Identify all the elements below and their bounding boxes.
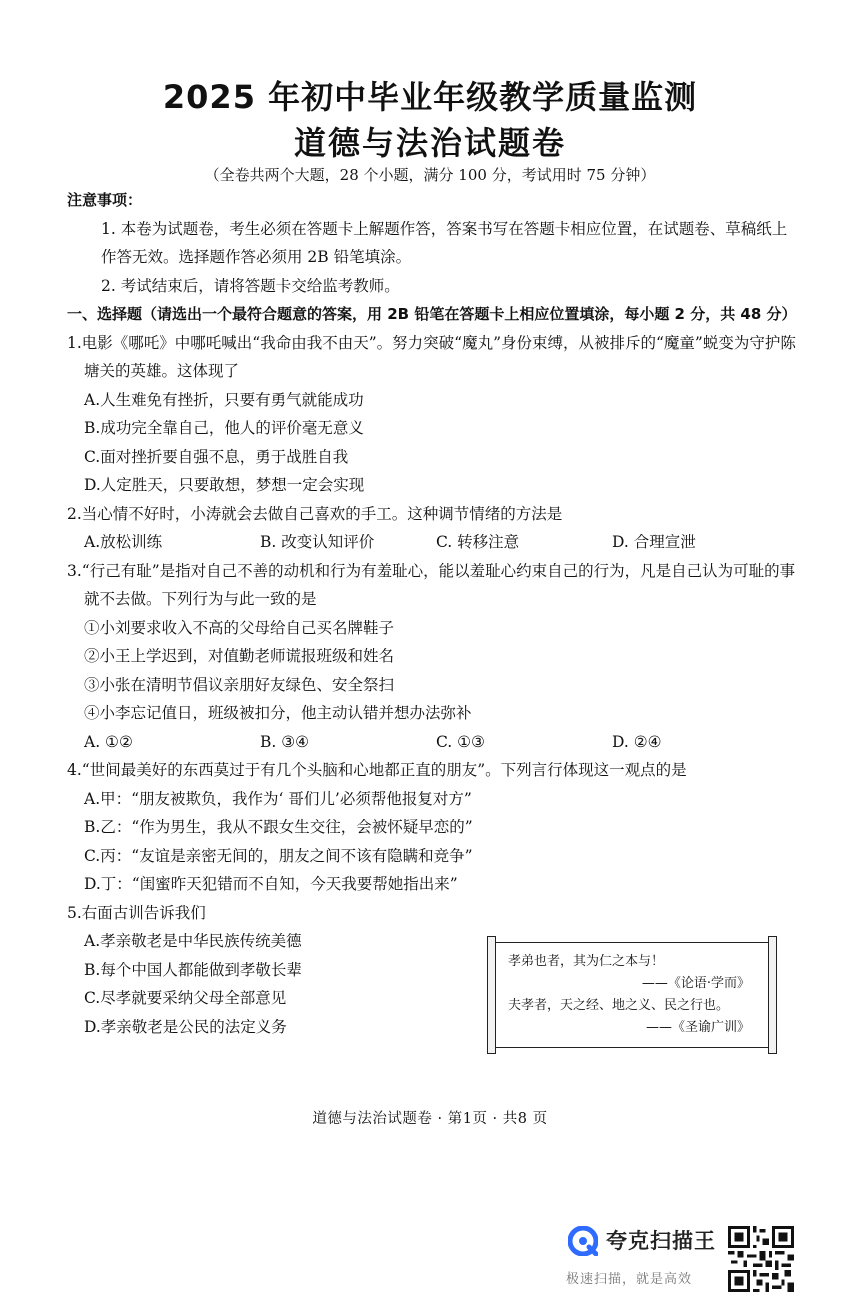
answer-option: D.丁：“闺蜜昨天犯错而不自知，今天我要帮她指出来” [84,875,458,893]
ancient-quote-scroll [487,936,777,1054]
answer-option: B.乙：“作为男生，我从不跟女生交往，会被怀疑早恋的” [84,818,473,836]
answer-option: C.面对挫折要自强不息，勇于战胜自我 [84,447,349,466]
answer-option: C. ①③ [436,732,485,751]
answer-option: B. 改变认知评价 [260,533,375,551]
exam-body [67,186,797,1041]
scroll-paper [496,942,768,1048]
exam-info: （全卷共两个大题，28 个小题，满分 100 分，考试用时 75 分钟） [204,166,656,184]
question-5-block [67,899,487,1042]
question-stem: 4.“世间最美好的东西莫过于有几个头脑和心地都正直的朋友”。下列言行体现这一观点的是 [67,761,687,779]
quote-source: ——《论语·学而》 [641,976,750,991]
notice-item-2: 2. 考试结束后，请将答题卡交给监考教师。 [101,276,400,295]
quote-source: ——《圣谕广训》 [645,1020,750,1035]
answer-option: D.孝亲敬老是公民的法定义务 [84,1017,287,1036]
answer-option: C.尽孝就要采纳父母全部意见 [84,989,287,1007]
notice-heading: 注意事项： [67,191,143,209]
scanner-slogan: 极速扫描，就是高效 [566,1272,693,1287]
exam-title: 2025 年初中毕业年级教学质量监测 [162,78,698,116]
answer-option: A.孝亲敬老是中华民族传统美德 [84,932,302,950]
scanner-watermark [566,1224,726,1294]
answer-option: A.甲：“朋友被欺负，我作为‘ 哥们儿’必须帮他报复对方” [84,789,472,808]
scanner-brand-name: 夸克扫描王 [606,1229,716,1253]
page-footer: 道德与法治试题卷 · 第1页 · 共8 页 [312,1111,548,1127]
statement-item: ③小张在清明节倡议亲朋好友绿色、安全祭扫 [84,675,395,694]
notice-item-1: 1. 本卷为试题卷，考生必须在答题卡上解题作答，答案书写在答题卡相应位置，在试题卷、草稿纸上作答无效。选择题作答必须用 2B 铅笔填涂。 [101,219,788,266]
statement-item: ④小李忘记值日，班级被扣分，他主动认错并想办法弥补 [84,704,472,722]
section-heading: 一、选择题（请选出一个最符合题意的答案，用 2B 铅笔在答题卡上相应位置填涂，每小题 2 分，共 48 分） [67,305,797,323]
statement-item: ②小王上学迟到，对值勤老师谎报班级和姓名 [84,647,395,665]
statement-item: ①小刘要求收入不高的父母给自己买名牌鞋子 [84,618,395,637]
question-stem: 2.当心情不好时，小涛就会去做自己喜欢的手工。这种调节情绪的方法是 [67,504,563,523]
answer-option: A.人生难免有挫折，只要有勇气就能成功 [84,390,364,409]
scroll-rod-left [487,936,496,1054]
quote-text: 孝弟也者，其为仁之本与！ [508,954,665,969]
answer-option: A. ①② [84,732,133,751]
answer-option: A.放松训练 [84,533,163,551]
answer-option: B. ③④ [260,732,310,751]
answer-option: C.丙：“友谊是亲密无间的，朋友之间不该有隐瞒和竞争” [84,846,473,865]
qr-code-icon [728,1226,794,1292]
answer-option: D. 合理宣泄 [612,533,696,551]
quote-text: 夫孝者，天之经、地之义、民之行也。 [508,998,730,1013]
answer-option: B.成功完全靠自己，他人的评价毫无意义 [84,419,364,437]
options-row [67,528,797,557]
question-stem: 1.电影《哪吒》中哪吒喊出“我命由我不由天”。努力突破“魔丸”身份束缚，从被排斥的“魔童”蜕变为守护陈塘关的英雄。这体现了 [67,333,796,380]
scroll-rod-right [768,936,777,1054]
answer-option: D. ②④ [612,732,662,751]
answer-option: C. 转移注意 [436,533,520,551]
question-stem: 5.右面古训告诉我们 [67,903,206,922]
quark-logo-icon [568,1226,598,1256]
question-stem: 3.“行己有耻”是指对自己不善的动机和行为有羞耻心，能以羞耻心约束自己的行为，凡是自己认为可耻的事就不去做。下列行为与此一致的是 [67,561,796,608]
exam-subject-title: 道德与法治试题卷 [293,124,566,162]
options-row [67,728,797,757]
answer-option: B.每个中国人都能做到孝敬长辈 [84,960,302,979]
answer-option: D.人定胜天，只要敢想，梦想一定会实现 [84,476,365,494]
